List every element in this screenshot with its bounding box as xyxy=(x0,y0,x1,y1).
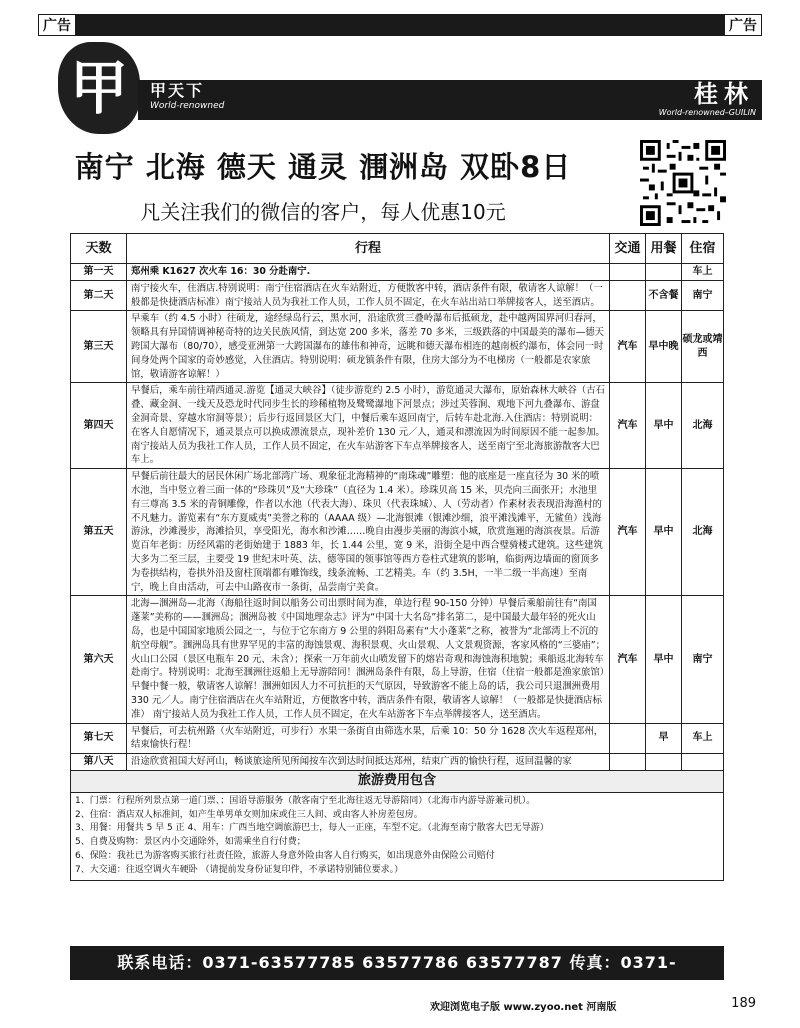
day-itinerary: 郑州乘 K1627 次火车 16：30 分赴南宁. xyxy=(127,264,610,281)
day-transport xyxy=(610,723,646,754)
day-meal: 早中 xyxy=(646,596,682,723)
fees-list xyxy=(71,792,724,880)
footer-text: 欢迎浏览电子版 www.zyoo.net 河南版 xyxy=(430,1002,617,1013)
day-itinerary: 南宁接火车，住酒店.特别说明：南宁住宿酒店在火车站附近，方便散客中转，酒店条件有限，敬请客人谅解！（一般都是快捷酒店标准）南宁接站人员为我社工作人员，工作人员不固定，在火车站出站口举牌接客人，送至酒店。 xyxy=(127,280,610,311)
fee-item: 5、自费及购物：景区内小交通除外，如需乘坐自行付费； xyxy=(75,837,306,848)
header-banner xyxy=(38,40,762,136)
header-day: 天数 xyxy=(71,234,127,264)
table-row xyxy=(71,311,724,383)
day-meal xyxy=(646,264,682,281)
day-label: 第六天 xyxy=(71,596,127,723)
table-row xyxy=(71,280,724,311)
fee-item: 2、住宿：酒店双人标准间，如产生单男单女则加床或住三人间、或由客人补房差包房。 xyxy=(75,809,423,820)
brand-en: World-renowned xyxy=(150,101,225,111)
fees-row xyxy=(71,792,724,880)
day-transport xyxy=(610,280,646,311)
day-stay: 北海 xyxy=(682,469,724,596)
table-row xyxy=(71,469,724,596)
page-number: 189 xyxy=(731,996,756,1011)
day-meal: 早中 xyxy=(646,383,682,469)
qr-code-icon xyxy=(640,140,726,226)
city-name: 桂林 xyxy=(694,80,754,108)
fee-item: 3、用餐：用餐共 5 早 5 正 4、用车：广西当地空调旅游巴士，每人一正座，车型不定。（北海至南宁散客大巴无导游） xyxy=(75,823,549,834)
brand-name xyxy=(150,78,224,111)
day-stay: 车上 xyxy=(682,264,724,281)
header-itinerary: 行程 xyxy=(127,234,610,264)
day-transport xyxy=(610,754,646,771)
day-itinerary: 北海—涠洲岛—北海（海船往返时间以船务公司出票时间为准，单边行程 90-150 分钟）早餐后乘船前往有“南国蓬莱”美称的——涠洲岛；涠洲岛被《中国地理杂志》评为“中国十大名岛”排名第二，是中国最大最年轻的死火山岛，也是中国国家地质公园之一，与位于它东南方 9 公里的斜阳岛素有“大小蓬莱”之称，被誉为“北部湾上不沉的航空母舰”。涠洲岛具有世界罕见的丰富的海蚀景观、海积景观、火山景观、人文景观资源，客家风格的“三婆庙”；火山口公园（景区电瓶车 20 元、未含）；探索一万年前火山喷发留下的熔岩奇观和海蚀海积地貌；乘船返北海转车赴南宁。特别说明：北海至涠洲往返船上无导游陪同！涠洲岛条件有限，岛上导游，住宿（住宿一般都是渔家旅馆）早餐中餐一般，敬请客人谅解！涠洲如因人力不可抗拒的天气原因，导致游客不能上岛的话，我公司只退涠洲费用 330 元／人。南宁住宿酒店在火车站附近，方便散客中转，酒店条件有限，敬请客人谅解！（一般都是快捷酒店标准） 南宁接站人员为我社工作人员，工作人员不固定，在火车站游客下车点举牌接客人，送至酒店。 xyxy=(127,596,610,723)
table-row xyxy=(71,596,724,723)
day-transport: 汽车 xyxy=(610,311,646,383)
day-label: 第三天 xyxy=(71,311,127,383)
day-stay: 硕龙或靖西 xyxy=(682,311,724,383)
day-label: 第五天 xyxy=(71,469,127,596)
city-name-en: World-renowned–GUILIN xyxy=(658,108,756,117)
day-meal: 不含餐 xyxy=(646,280,682,311)
day-meal: 早中 xyxy=(646,469,682,596)
brand-cn: 甲天下 xyxy=(150,81,205,100)
day-transport: 汽车 xyxy=(610,383,646,469)
table-row xyxy=(71,383,724,469)
day-stay: 南宁 xyxy=(682,596,724,723)
ad-label-left: 广告 xyxy=(38,14,76,36)
top-bar xyxy=(38,14,762,36)
day-itinerary: 早乘车（约 4.5 小时）往硕龙，途经绿岛行云，黑水河，沿途欣赏三叠岭瀑布后抵硕龙，赴中越两国界河归春河，领略具有异国情调神秘奇特的边关民族风情，到达宽 200 多米，落差 70 多米，三级跌落的中国最美的瀑布—德天跨国大瀑布（80/70），感受亚洲第一大跨国瀑布的雄伟和神奇，远眺和德天瀑布相连的越南板约瀑布，体会同一时间身处两个国家的奇妙感觉，入住酒店。特别说明：硕龙镇条件有限，住房大部分为不电梯房（一般都是农家旅馆，敬请游客谅解！） xyxy=(127,311,610,383)
day-stay: 北海 xyxy=(682,383,724,469)
brand-seal-logo: 甲 xyxy=(58,42,140,134)
day-meal: 早 xyxy=(646,723,682,754)
fee-item: 6、保险：我社已为游客购买旅行社责任险，旅游人身意外险由客人自行购买，如出现意外由保险公司赔付 xyxy=(75,851,495,862)
day-meal xyxy=(646,754,682,771)
page-title: 南宁 北海 德天 通灵 涠洲岛 双卧8日 xyxy=(74,150,572,184)
table-row xyxy=(71,264,724,281)
day-transport: 汽车 xyxy=(610,596,646,723)
day-label: 第八天 xyxy=(71,754,127,771)
day-transport xyxy=(610,264,646,281)
table-header-row xyxy=(71,234,724,264)
day-label: 第七天 xyxy=(71,723,127,754)
fees-title-row xyxy=(71,770,724,792)
itinerary-table xyxy=(70,233,724,881)
fee-item: 7、大交通：往返空调火车硬卧 （请提前发身份证复印件，不承诺特别铺位要求。） xyxy=(75,864,404,875)
day-label: 第四天 xyxy=(71,383,127,469)
day-label: 第一天 xyxy=(71,264,127,281)
table-row xyxy=(71,723,724,754)
day-label: 第二天 xyxy=(71,280,127,311)
day-itinerary: 早餐后，可去杭州路（火车站附近，可步行）水果一条街自由筛选水果，后乘 10：50 分 1628 次火车返程郑州，结束愉快行程！ xyxy=(127,723,610,754)
ad-label-right: 广告 xyxy=(724,14,762,36)
fee-item: 1、门票：行程所列景点第一道门票、；国语导游服务（散客南宁至北海往返无导游陪同）（北海市内游导游兼司机）。 xyxy=(75,795,536,806)
day-meal: 早中晚 xyxy=(646,311,682,383)
promo-text: 凡关注我们的微信的客户，每人优惠10元 xyxy=(140,200,506,224)
day-transport: 汽车 xyxy=(610,469,646,596)
header-meal: 用餐 xyxy=(646,234,682,264)
day-stay: 车上 xyxy=(682,723,724,754)
day-itinerary: 早餐后前往最大的居民休闲广场北部湾广场、观象征北海精神的“南珠魂”雕塑：他的底座是一座直径为 30 米的喷水池，当中竖立着三面一体的“珍珠贝”及“大珍珠”（直径为 1.4 米）。珍珠贝高 15 米，贝壳向三面张开；水池里有三尊高 3.5 米的青铜雕像，作者以水池（代表大海）、珠贝（代表珠城）、人（劳动者）作素材表表现沿海渔村的不凡魅力。游览素有“东方夏威夷”美誉之称的（AAAA 级）—北海银滩（银滩沙细，浪平滩浅滩平，无鲨鱼）浅海游泳，沙滩漫步，海滩拾贝，享受阳光，海水和沙滩……晚自由漫步美丽的海滨小城，欣赏迤逦的海滨夜景。后游览百年老街：历经风霜的老街始建于 1883 年，长 1.44 公里，宽 9 米，沿街全是中西合璧骑楼式建筑。这些建筑大多为二至三层，主要受 19 世纪末叶英、法、德等国的领事馆等西方卷柱式建筑的影响，临街两边墙面的窗顶多为卷拱结构，卷拱外沿及窗柱顶端都有雕饰线，线条流畅、工艺精美。车（约 3.5H，一半二级一半高速）至南宁，晚上自由活动，可去中山路夜市一条街，品尝南宁美食。 xyxy=(127,469,610,596)
day-itinerary: 早餐后，乘车前往靖西通灵.游览【通灵大峡谷】（徒步游览约 2.5 小时），游览通灵大瀑布，原始森林大峡谷（古石叠、藏金洞、一线天及恐龙时代同步生长的珍稀植物及鹭鹭瀑地下河景点；涉过芙蓉涧、观地下河九叠瀑布、游盘金洞奇景、穿越水帘洞等景）；后步行返回景区大门，中餐后乘车返回南宁，后转车赴北海.入住酒店：特别说明：在客人自愿情况下，通灵景点可以换成漂流景点，现补差价 130 元／人，通灵和漂流因为时间原因不能一起参加。 南宁接站人员为我社工作人员，工作人员不固定，在火车站游客下车点举牌接客人，送至南宁至北海旅游散客大巴车上。 xyxy=(127,383,610,469)
contact-bar: 联系电话：0371-63577785 63577786 63577787 传真：0371-63577787 xyxy=(70,946,724,980)
header-transport: 交通 xyxy=(610,234,646,264)
header-stay: 住宿 xyxy=(682,234,724,264)
day-itinerary: 沿途欣赏祖国大好河山，畅谈旅途所见所闻按车次到达时间抵达郑州，结束广西的愉快行程，返回温馨的家 xyxy=(127,754,610,771)
fees-title: 旅游费用包含 xyxy=(71,770,724,792)
day-stay xyxy=(682,754,724,771)
table-row xyxy=(71,754,724,771)
day-stay: 南宁 xyxy=(682,280,724,311)
